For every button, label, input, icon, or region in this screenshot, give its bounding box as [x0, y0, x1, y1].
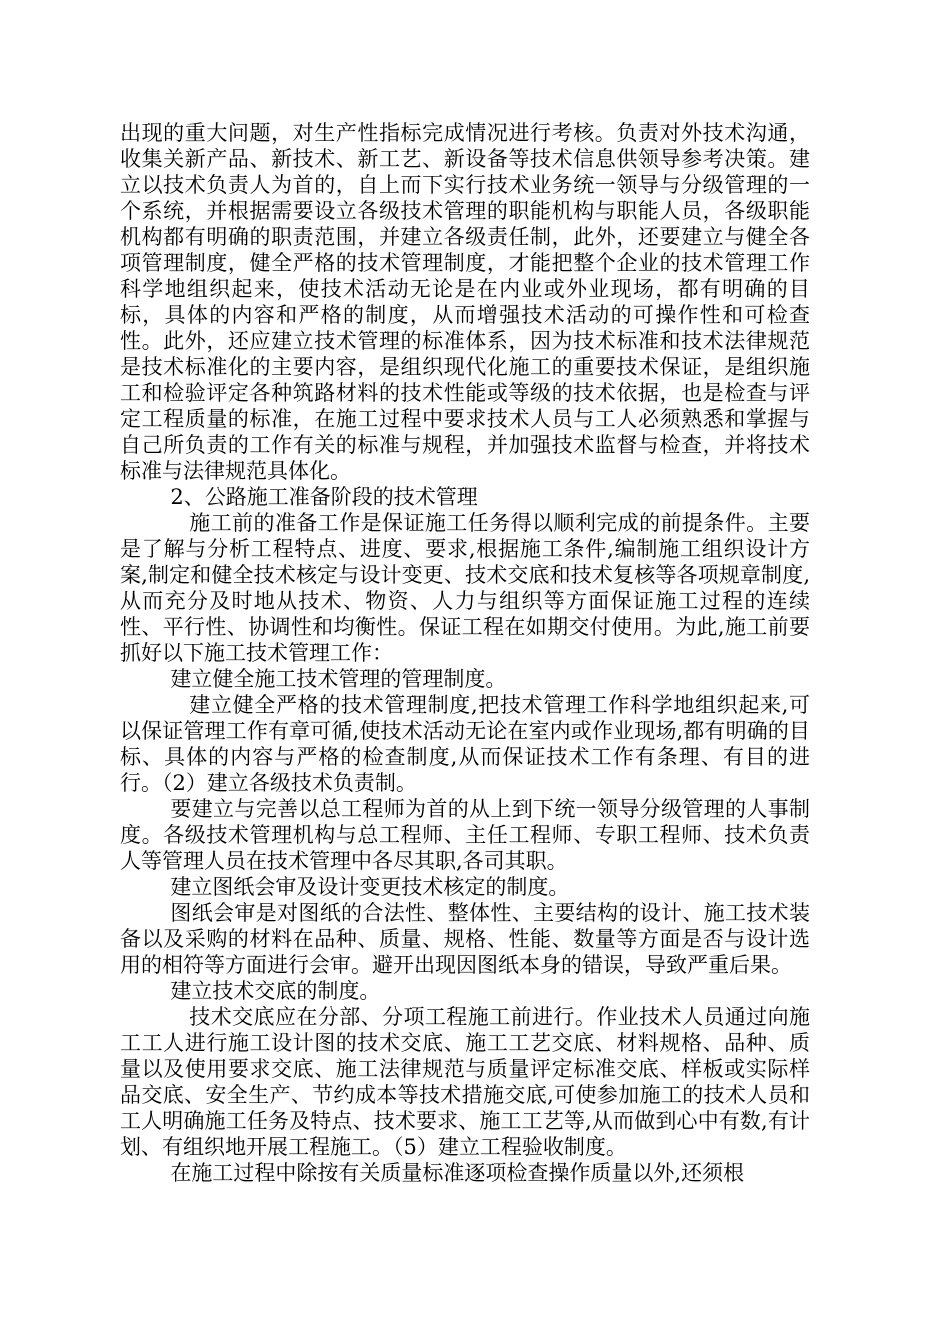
list-item-body: 要建立与完善以总工程师为首的从上到下统一领导分级管理的人事制度。各级技术管理机构与总工程师、主任工程师、专职工程师、技术负责人等管理人员在技术管理中各尽其职,各司其职。 — [120, 797, 810, 873]
list-item-body: 技术交底应在分部、分项工程施工前进行。作业技术人员通过向施工工人进行施工设计图的技术交底、施工工艺交底、材料规格、品种、质量以及使用要求交底、施工法律规范与质量评定标准交底、样板或实际样品交底、安全生产、节约成本等技术措施交底,可使参加施工的技术人员和工人明确施工任务及特点、技术要求、施工工艺等,从而做到心中有数,有计划、有组织地开展工程施工。（5）建立工程验收制度。 — [120, 1005, 810, 1159]
list-item-title: 建立技术交底的制度。 — [170, 979, 381, 1003]
paragraph-continued: 出现的重大问题，对生产性指标完成情况进行考核。负责对外技术沟通，收集关新产品、新技术、新工艺、新设备等技术信息供领导参考决策。建立以技术负责人为首的，自上而下实行技术业务统一领导与分级管理的一个系统，并根据需要设立各级技术管理的职能机构与职能人员，各级职能机构都有明确的职责范围，并建立各级责任制，此外，还要建立与健全各项管理制度，健全严格的技术管理制度，才能把整个企业的技术管理工作科学地组织起来，使技术活动无论是在内业或外业现场，都有明确的目标，具体的内容和严格的制度，从而增强技术活动的可操作性和可检查性。此外，还应建立技术管理的标准体系，因为技术标准和技术法律规范是技术标准化的主要内容，是组织现代化施工的重要技术保证，是组织施工和检验评定各种筑路材料的技术性能或等级的技术依据，也是检查与评定工程质量的标准，在施工过程中要求技术人员与工人必须熟悉和掌握与自己所负责的工作有关的标准与规程，并加强技术监督与检查，并将技术标准与法律规范具体化。 — [120, 121, 810, 483]
list-item-body: 建立健全严格的技术管理制度,把技术管理工作科学地组织起来,可以保证管理工作有章可循,使技术活动无论在室内或作业现场,都有明确的目标、具体的内容与严格的检查制度,从而保证技术工作有条理、有目的进行。（2）建立各级技术负责制。 — [120, 693, 810, 795]
list-item-body: 图纸会审是对图纸的合法性、整体性、主要结构的设计、施工技术装备以及采购的材料在品种、质量、规格、性能、数量等方面是否与设计选用的相符等方面进行会审。避开出现因图纸本身的错误，导致严重后果。 — [120, 901, 810, 977]
list-item-title: 建立图纸会审及设计变更技术核定的制度。 — [170, 875, 570, 899]
body-text — [120, 120, 810, 1186]
section-heading: 2、公路施工准备阶段的技术管理 — [170, 485, 478, 509]
list-item-body: 在施工过程中除按有关质量标准逐项检查操作质量以外,还须根 — [170, 1161, 745, 1185]
list-item-title: 建立健全施工技术管理的管理制度。 — [170, 667, 507, 691]
paragraph-preparation: 施工前的准备工作是保证施工任务得以顺利完成的前提条件。主要是了解与分析工程特点、进度、要求,根据施工条件,编制施工组织设计方案,制定和健全技术核定与设计变更、技术交底和技术复核等各项规章制度,从而充分及时地从技术、物资、人力与组织等方面保证施工过程的连续性、平行性、协调性和均衡性。保证工程在如期交付使用。为此,施工前要抓好以下施工技术管理工作： — [120, 511, 810, 665]
